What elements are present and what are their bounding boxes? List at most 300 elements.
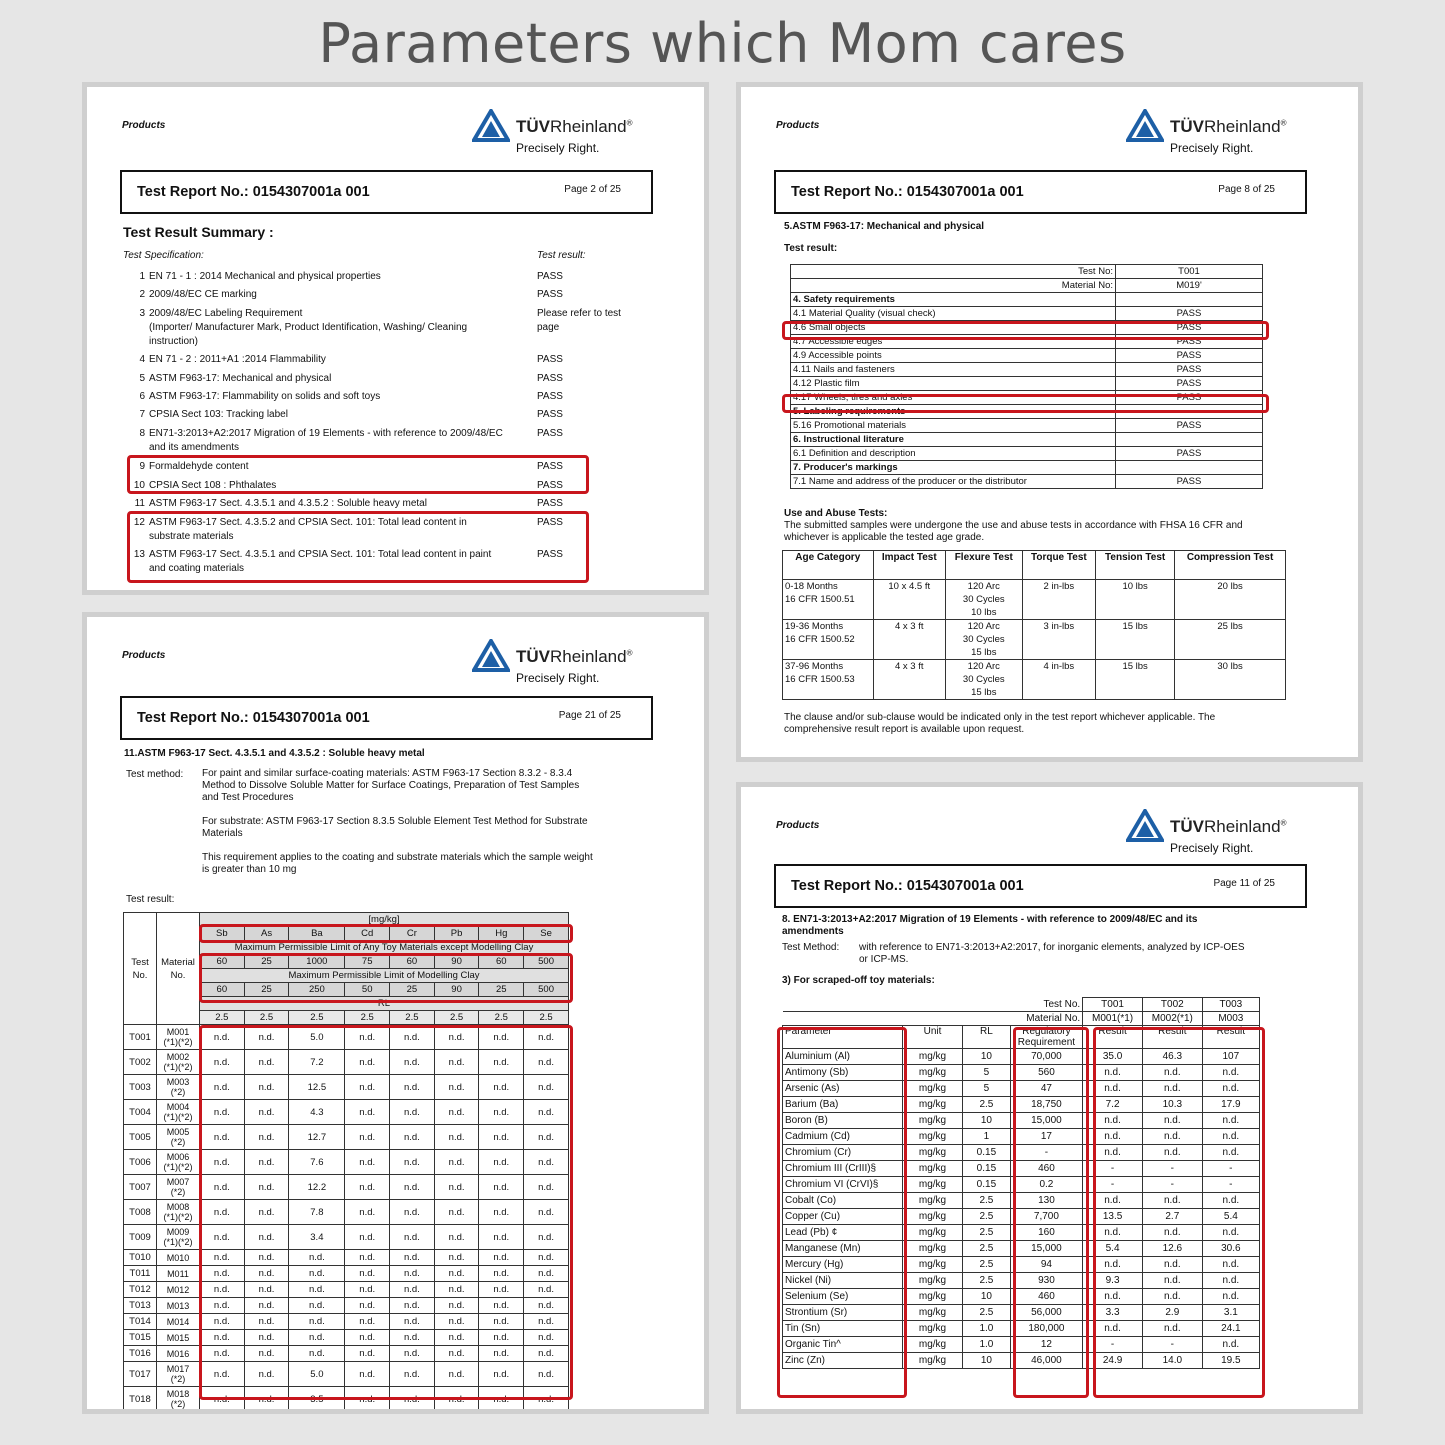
parameter-name: Lead (Pb) ¢ [783, 1225, 903, 1241]
method-label: Test method: [126, 769, 184, 780]
result-value: n.d. [244, 1050, 289, 1075]
method-line: For substrate: ASTM F963-17 Section 8.3.5 Soluble Element Test Method for Substrate [202, 816, 588, 827]
test-no: T001 [1116, 265, 1263, 279]
result-value: 12.5 [289, 1075, 345, 1100]
table-row [791, 349, 1263, 363]
test-result-label: Test result: [126, 894, 175, 905]
rl-value: 2.5 [434, 1011, 479, 1025]
parameter-value: mg/kg [902, 1177, 962, 1193]
test-no: T009 [124, 1225, 157, 1250]
parameter-name: Zinc (Zn) [783, 1353, 903, 1369]
parameter-value: 5 [963, 1065, 1011, 1081]
result-value: n.d. [345, 1150, 390, 1175]
result-value: n.d. [289, 1266, 345, 1282]
parameter-value: n.d. [1083, 1081, 1143, 1097]
abuse-header: Impact Test [873, 551, 946, 580]
method-line: and Test Procedures [202, 792, 294, 803]
parameter-value: 0.15 [963, 1161, 1011, 1177]
summary-item-text: ASTM F963-17 Sect. 4.3.5.1 and CPSIA Sect. 101: Total lead content in paint [149, 549, 492, 560]
abuse-header: Flexure Test [946, 551, 1023, 580]
result-value: n.d. [244, 1387, 289, 1412]
column-header: RL [963, 1026, 1011, 1049]
summary-item-number: 7 [139, 409, 145, 420]
result-value: n.d. [434, 1266, 479, 1282]
material-no [157, 1100, 200, 1125]
result-value: n.d. [289, 1346, 345, 1362]
requirement-result [1116, 433, 1263, 447]
test-no: T013 [124, 1298, 157, 1314]
comp-test: 25 lbs [1175, 620, 1286, 660]
brand-name: TÜVRheinland® [1170, 117, 1287, 136]
requirement-label: 4. Safety requirements [791, 293, 1116, 307]
flexure-line: 10 lbs [971, 607, 997, 618]
test-no: T004 [124, 1100, 157, 1125]
limit-clay-value: 250 [289, 983, 345, 997]
result-value: n.d. [200, 1150, 245, 1175]
report-number-box [120, 170, 653, 214]
parameter-name: Boron (B) [783, 1113, 903, 1129]
summary-heading: Test Result Summary : [123, 224, 274, 240]
tension-test: 15 lbs [1096, 660, 1175, 700]
test-no: T003 [124, 1075, 157, 1100]
parameter-value: 7,700 [1010, 1209, 1083, 1225]
spec-header: Test Specification: [123, 250, 204, 261]
summary-item-text: ASTM F963-17 Sect. 4.3.5.2 and CPSIA Sect. 101: Total lead content in [149, 517, 467, 528]
result-value: n.d. [434, 1025, 479, 1050]
parameter-value: n.d. [1202, 1337, 1259, 1353]
parameter-value: n.d. [1142, 1225, 1202, 1241]
material-code: M004 [166, 1102, 190, 1112]
result-value: n.d. [479, 1175, 524, 1200]
parameter-value: mg/kg [902, 1081, 962, 1097]
element-header: Ba [289, 927, 345, 941]
table-row [791, 461, 1263, 475]
result-value: n.d. [390, 1175, 435, 1200]
requirement-result: PASS [1116, 475, 1263, 489]
test-no: T003 [1202, 998, 1259, 1012]
parameter-value: 10.3 [1142, 1097, 1202, 1113]
result-value: n.d. [479, 1362, 524, 1387]
comp-test: 30 lbs [1175, 660, 1286, 700]
parameter-value: 46.3 [1142, 1049, 1202, 1065]
element-header: Se [524, 927, 569, 941]
result-value: n.d. [524, 1298, 569, 1314]
result-value: n.d. [200, 1200, 245, 1225]
abuse-text: The submitted samples were undergone the use and abuse tests in accordance with FHSA 16 CFR and [784, 520, 1243, 531]
abuse-table [782, 550, 1286, 700]
requirement-label: 7. Producer's markings [791, 461, 1116, 475]
torque-test: 2 in-lbs [1022, 580, 1096, 620]
parameter-name: Antimony (Sb) [783, 1065, 903, 1081]
test-no: T008 [124, 1200, 157, 1225]
parameter-value: n.d. [1202, 1113, 1259, 1129]
result-value: n.d. [434, 1330, 479, 1346]
age-range: 19-36 Months [785, 621, 844, 632]
parameter-value: 1.0 [963, 1321, 1011, 1337]
parameter-value: 180,000 [1010, 1321, 1083, 1337]
parameter-value: 5.4 [1083, 1241, 1143, 1257]
table-row [783, 620, 1286, 660]
requirement-result [1116, 461, 1263, 475]
method-line [202, 804, 593, 816]
result-value: n.d. [200, 1314, 245, 1330]
parameter-value: mg/kg [902, 1289, 962, 1305]
products-label: Products [122, 120, 166, 131]
result-value: n.d. [479, 1314, 524, 1330]
method-text [202, 768, 593, 876]
report-number-box [774, 170, 1307, 214]
result-value: n.d. [434, 1175, 479, 1200]
result-value: n.d. [200, 1025, 245, 1050]
summary-item-number: 3 [139, 308, 145, 319]
result-value: n.d. [479, 1266, 524, 1282]
flexure-line: 15 lbs [971, 687, 997, 698]
parameter-value: mg/kg [902, 1049, 962, 1065]
result-value: n.d. [244, 1250, 289, 1266]
parameter-name: Copper (Cu) [783, 1209, 903, 1225]
table-row [791, 433, 1263, 447]
result-value: n.d. [200, 1225, 245, 1250]
parameter-value: 1 [963, 1129, 1011, 1145]
parameter-value: n.d. [1083, 1321, 1143, 1337]
test-no: T010 [124, 1250, 157, 1266]
rl-value: 2.5 [200, 1011, 245, 1025]
brand-name: TÜVRheinland® [516, 117, 633, 136]
result-value: n.d. [434, 1100, 479, 1125]
requirement-label: 4.7 Accessible edges [791, 335, 1116, 349]
result-value: n.d. [200, 1175, 245, 1200]
result-value: n.d. [345, 1282, 390, 1298]
summary-item-result: Please refer to test [537, 308, 621, 319]
rl-label: RL [200, 997, 569, 1011]
material-no [157, 1346, 200, 1362]
mechanical-table [790, 264, 1263, 489]
highlight-box [127, 455, 589, 494]
summary-item-result: PASS [537, 391, 563, 402]
limit-toy-value: 500 [524, 955, 569, 969]
abuse-header: Torque Test [1022, 551, 1096, 580]
material-no [157, 1225, 200, 1250]
summary-item-number: 2 [139, 289, 145, 300]
flexure-test [946, 660, 1023, 700]
parameter-name: Cadmium (Cd) [783, 1129, 903, 1145]
cfr-ref: 16 CFR 1500.52 [785, 634, 855, 645]
parameter-value: n.d. [1142, 1193, 1202, 1209]
result-value: n.d. [200, 1387, 245, 1412]
parameter-value: n.d. [1083, 1065, 1143, 1081]
result-value: 12.7 [289, 1125, 345, 1150]
requirement-result: PASS [1116, 363, 1263, 377]
result-value: n.d. [434, 1387, 479, 1412]
flexure-test [946, 580, 1023, 620]
result-value: 7.2 [289, 1050, 345, 1075]
test-no: T016 [124, 1346, 157, 1362]
parameter-value: 2.5 [963, 1305, 1011, 1321]
requirement-label: 6.1 Definition and description [791, 447, 1116, 461]
limit-toy-value: 60 [479, 955, 524, 969]
material-note: (*1)(*2) [163, 1062, 193, 1072]
requirement-label: 5. Labeling requirements [791, 405, 1116, 419]
requirement-result: PASS [1116, 377, 1263, 391]
result-value: n.d. [434, 1075, 479, 1100]
result-value: n.d. [345, 1050, 390, 1075]
summary-item-result: PASS [537, 271, 563, 282]
method-line: is greater than 10 mg [202, 864, 297, 875]
result-value: n.d. [434, 1125, 479, 1150]
limit-clay-label: Maximum Permissible Limit of Modelling Clay [200, 969, 569, 983]
material-no [157, 1362, 200, 1387]
limit-clay-value: 60 [200, 983, 245, 997]
material-code: M013 [166, 1300, 190, 1311]
element-header: Hg [479, 927, 524, 941]
parameter-value: 160 [1010, 1225, 1083, 1241]
parameter-value: 3.3 [1083, 1305, 1143, 1321]
flexure-line: 30 Cycles [962, 674, 1005, 685]
result-value: n.d. [390, 1362, 435, 1387]
result-value: n.d. [289, 1298, 345, 1314]
parameter-value: n.d. [1083, 1193, 1143, 1209]
report-number: Test Report No.: 0154307001a 001 [791, 184, 1024, 200]
result-value: 3.4 [289, 1225, 345, 1250]
summary-item-text: instruction) [149, 336, 198, 347]
brand-slogan: Precisely Right. [1170, 841, 1254, 855]
element-header: Pb [434, 927, 479, 941]
result-value: n.d. [434, 1050, 479, 1075]
parameter-value: 12.6 [1142, 1241, 1202, 1257]
element-header: Cd [345, 927, 390, 941]
summary-item-result: PASS [537, 461, 563, 472]
result-value: n.d. [345, 1225, 390, 1250]
parameter-value: 70,000 [1010, 1049, 1083, 1065]
parameter-value: 30.6 [1202, 1241, 1259, 1257]
result-value: n.d. [524, 1362, 569, 1387]
tuv-triangle-icon [472, 639, 510, 673]
result-value: n.d. [479, 1150, 524, 1175]
parameter-value: 7.2 [1083, 1097, 1143, 1113]
result-value: n.d. [345, 1075, 390, 1100]
parameter-value: 2.5 [963, 1257, 1011, 1273]
table-row [783, 580, 1286, 620]
summary-item-text: EN 71 - 1 : 2014 Mechanical and physical properties [149, 271, 381, 282]
impact-test: 10 x 4.5 ft [873, 580, 946, 620]
parameter-value: 15,000 [1010, 1241, 1083, 1257]
limit-clay-value: 50 [345, 983, 390, 997]
parameter-value: n.d. [1202, 1225, 1259, 1241]
material-code: M005 [166, 1127, 190, 1137]
result-value: n.d. [390, 1200, 435, 1225]
parameter-value: 56,000 [1010, 1305, 1083, 1321]
parameter-value: n.d. [1142, 1065, 1202, 1081]
parameter-name: Aluminium (Al) [783, 1049, 903, 1065]
result-value: n.d. [244, 1266, 289, 1282]
result-value: n.d. [244, 1346, 289, 1362]
page-number: Page 11 of 25 [1213, 878, 1275, 889]
column-header: Unit [902, 1026, 962, 1049]
parameter-value: 107 [1202, 1049, 1259, 1065]
result-value: n.d. [479, 1282, 524, 1298]
flexure-line: 120 Arc [967, 581, 1000, 592]
table-row [791, 307, 1263, 321]
result-value: n.d. [345, 1330, 390, 1346]
parameter-value: 460 [1010, 1289, 1083, 1305]
parameter-value: 10 [963, 1049, 1011, 1065]
result-value: n.d. [524, 1075, 569, 1100]
requirement-label: 4.17 Wheels, tires and axles [791, 391, 1116, 405]
test-no: T012 [124, 1282, 157, 1298]
result-value: n.d. [434, 1346, 479, 1362]
parameter-name: Chromium III (CrIII)§ [783, 1161, 903, 1177]
unit-label: [mg/kg] [200, 913, 569, 927]
result-value: n.d. [434, 1314, 479, 1330]
parameter-value: n.d. [1202, 1257, 1259, 1273]
parameter-value: 5.4 [1202, 1209, 1259, 1225]
parameter-name: Arsenic (As) [783, 1081, 903, 1097]
parameter-value: 2.5 [963, 1209, 1011, 1225]
parameter-value: n.d. [1083, 1225, 1143, 1241]
parameter-value: 17.9 [1202, 1097, 1259, 1113]
requirement-label: 4.12 Plastic film [791, 377, 1116, 391]
result-value: n.d. [479, 1125, 524, 1150]
summary-item-result: PASS [537, 517, 563, 528]
highlight-box [782, 394, 1269, 413]
summary-item-number: 11 [134, 498, 145, 509]
material-code: M018 [166, 1389, 190, 1399]
column-header: Result [1202, 1026, 1259, 1049]
result-value: n.d. [524, 1250, 569, 1266]
requirement-label: 5.16 Promotional materials [791, 419, 1116, 433]
parameter-value: - [1083, 1161, 1143, 1177]
material-no [157, 1298, 200, 1314]
summary-item-text: and its amendments [149, 442, 240, 453]
material-code: M015 [166, 1332, 190, 1343]
test-no: T006 [124, 1150, 157, 1175]
rl-value: 2.5 [390, 1011, 435, 1025]
parameter-value: mg/kg [902, 1225, 962, 1241]
result-value: n.d. [244, 1330, 289, 1346]
rl-value: 2.5 [479, 1011, 524, 1025]
result-value: n.d. [479, 1346, 524, 1362]
summary-item-text: EN 71 - 2 : 2011+A1 :2014 Flammability [149, 354, 326, 365]
material-no-header: Material No. [157, 913, 200, 1025]
material-note: (*2) [170, 1374, 186, 1384]
summary-item-text: ASTM F963-17 Sect. 4.3.5.1 and 4.3.5.2 : Soluble heavy metal [149, 498, 427, 509]
material-note: (*2) [170, 1087, 186, 1097]
report-number-box [120, 696, 653, 740]
torque-test: 4 in-lbs [1022, 660, 1096, 700]
result-value: n.d. [345, 1266, 390, 1282]
summary-item-text: CPSIA Sect 103: Tracking label [149, 409, 288, 420]
material-note: (*1)(*2) [163, 1212, 193, 1222]
parameter-value: mg/kg [902, 1113, 962, 1129]
tuv-triangle-icon [472, 109, 510, 143]
result-value: n.d. [479, 1100, 524, 1125]
parameter-value: n.d. [1202, 1289, 1259, 1305]
result-value: n.d. [524, 1266, 569, 1282]
result-value: n.d. [479, 1200, 524, 1225]
limit-toy-value: 90 [434, 955, 479, 969]
material-no [157, 1200, 200, 1225]
test-no: T017 [124, 1362, 157, 1387]
flexure-line: 30 Cycles [962, 594, 1005, 605]
result-value: 3.5 [289, 1387, 345, 1412]
result-value: n.d. [244, 1075, 289, 1100]
parameter-value: mg/kg [902, 1129, 962, 1145]
result-value: n.d. [200, 1075, 245, 1100]
parameter-name: Selenium (Se) [783, 1289, 903, 1305]
note: comprehensive result report is available upon request. [784, 724, 1025, 735]
parameter-name: Organic Tin^ [783, 1337, 903, 1353]
method-line: Materials [202, 828, 243, 839]
limit-toy-label: Maximum Permissible Limit of Any Toy Materials except Modelling Clay [200, 941, 569, 955]
result-value: n.d. [479, 1330, 524, 1346]
table-row [791, 419, 1263, 433]
parameter-name: Strontium (Sr) [783, 1305, 903, 1321]
material-code: M001 [166, 1027, 190, 1037]
abuse-header: Age Category [783, 551, 874, 580]
parameter-value: 9.3 [1083, 1273, 1143, 1289]
parameter-value: 2.9 [1142, 1305, 1202, 1321]
tuv-triangle-icon [1126, 809, 1164, 843]
material-code: M012 [166, 1284, 190, 1295]
limit-toy-value: 60 [200, 955, 245, 969]
summary-item-number: 9 [139, 461, 145, 472]
result-value: n.d. [524, 1200, 569, 1225]
parameter-name: Nickel (Ni) [783, 1273, 903, 1289]
parameter-value: mg/kg [902, 1321, 962, 1337]
material-code: M008 [166, 1202, 190, 1212]
parameter-value: n.d. [1142, 1273, 1202, 1289]
summary-item-number: 1 [139, 271, 145, 282]
element-header: As [244, 927, 289, 941]
result-value: n.d. [479, 1298, 524, 1314]
parameter-value: mg/kg [902, 1097, 962, 1113]
page-title: Parameters which Mom cares [318, 12, 1127, 75]
result-value: n.d. [479, 1387, 524, 1412]
parameter-value: 5 [963, 1081, 1011, 1097]
material-no [157, 1387, 200, 1412]
material-code: M002 [166, 1052, 190, 1062]
result-value: n.d. [390, 1298, 435, 1314]
parameter-value: mg/kg [902, 1337, 962, 1353]
parameter-value: 19.5 [1202, 1353, 1259, 1369]
requirement-label: 4.1 Material Quality (visual check) [791, 307, 1116, 321]
parameter-value: 460 [1010, 1161, 1083, 1177]
summary-item-text: 2009/48/EC Labeling Requirement [149, 308, 303, 319]
parameter-value: 47 [1010, 1081, 1083, 1097]
result-value: n.d. [200, 1050, 245, 1075]
impact-test: 4 x 3 ft [873, 660, 946, 700]
page-number: Page 21 of 25 [558, 710, 621, 721]
result-value: n.d. [345, 1362, 390, 1387]
parameter-value: mg/kg [902, 1209, 962, 1225]
parameter-value: - [1083, 1177, 1143, 1193]
parameter-value: - [1202, 1177, 1259, 1193]
result-value: n.d. [345, 1125, 390, 1150]
parameter-value: n.d. [1142, 1321, 1202, 1337]
material-code: M011 [167, 1268, 189, 1279]
report-page-11 [736, 782, 1363, 1414]
result-header: Test result: [537, 250, 586, 261]
parameter-value: mg/kg [902, 1273, 962, 1289]
report-page-2 [82, 82, 709, 595]
material-no [157, 1282, 200, 1298]
test-no: T002 [1142, 998, 1202, 1012]
test-no: T005 [124, 1125, 157, 1150]
parameter-value: n.d. [1202, 1145, 1259, 1161]
result-value: n.d. [200, 1266, 245, 1282]
limit-clay-value: 90 [434, 983, 479, 997]
result-value: n.d. [434, 1298, 479, 1314]
